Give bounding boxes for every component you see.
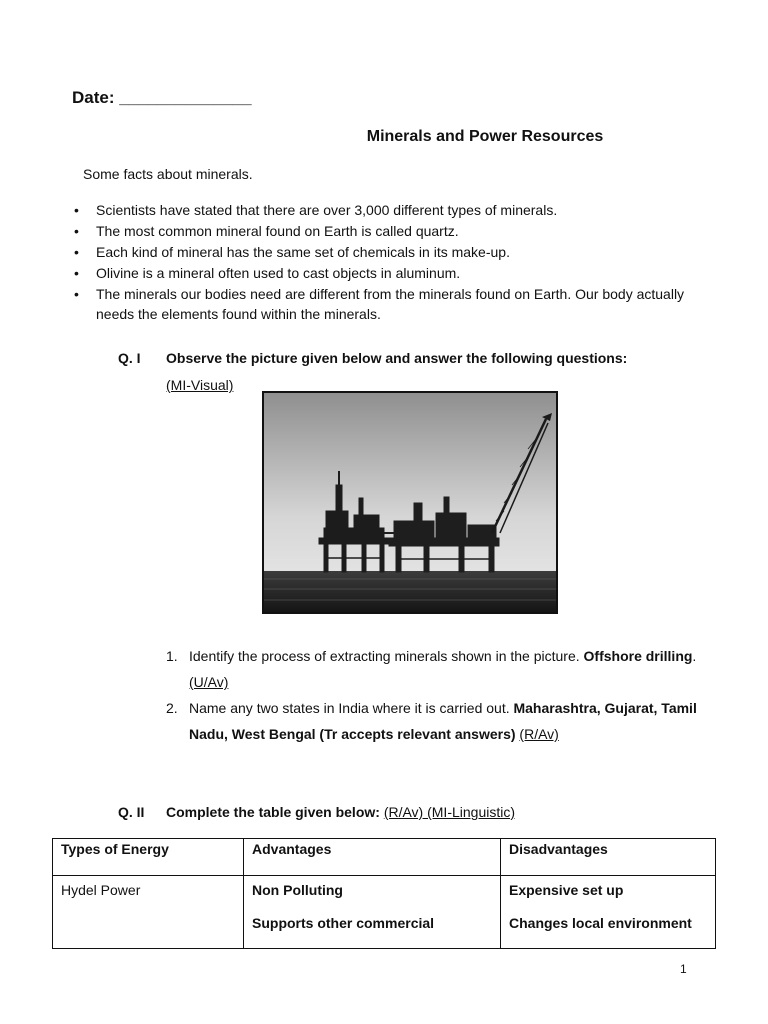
question-2-number: Q. II [118, 804, 145, 820]
answer-text: Offshore drilling [583, 648, 693, 664]
table-header-row [53, 839, 716, 876]
fact-item: • Each kind of mineral has the same set of chemicals in its make-up. [72, 242, 712, 262]
answer-tag: (R/Av) [519, 726, 559, 742]
question-2-tags: (R/Av) (MI-Linguistic) [383, 804, 516, 820]
advantage-item: Supports other commercial [252, 915, 435, 931]
page-title: Minerals and Power Resources [366, 128, 604, 145]
disadvantage-item: Expensive set up [509, 882, 624, 898]
answer-question: Identify the process of extracting minerals shown in the picture. [189, 648, 584, 664]
table-header-cell: Types of Energy [53, 839, 244, 876]
intro-text: Some facts about minerals. [83, 166, 253, 182]
table-header-cell: Advantages [244, 839, 501, 876]
fact-item: • The most common mineral found on Earth is called quartz. [72, 221, 712, 241]
table-cell-advantages [244, 876, 501, 949]
answer-after: . [692, 648, 697, 664]
answer-number: 2. [166, 700, 178, 716]
question-2-text: Complete the table given below: [166, 804, 384, 820]
fact-item: • Olivine is a mineral often used to cast objects in aluminum. [72, 263, 712, 283]
fact-item: • The minerals our bodies need are different from the minerals found on Earth. Our body actually needs the elements found within the minerals. [72, 284, 712, 324]
answer-item-1 [166, 643, 706, 695]
answer-question: Name any two states in India where it is carried out. [189, 700, 514, 716]
question-1-text: Observe the picture given below and answer the following questions: [166, 350, 628, 366]
page-number: 1 [680, 962, 687, 976]
question-1-answers [166, 643, 706, 747]
answer-text: Maharashtra, Gujarat, Tamil Nadu, West Bengal (Tr accepts relevant answers) [189, 700, 697, 742]
offshore-platform-illustration [264, 393, 556, 612]
offshore-oil-platform-photo [262, 391, 558, 614]
question-1-tag: (MI-Visual) [166, 377, 234, 393]
fact-item: • Scientists have stated that there are over 3,000 different types of minerals. [72, 200, 712, 220]
question-1-number: Q. I [118, 350, 141, 366]
question-2-text-wrap [166, 804, 515, 820]
table-cell-disadvantages [501, 876, 716, 949]
disadvantage-item: Changes local environment [509, 915, 692, 931]
advantage-item: Non Polluting [252, 882, 343, 898]
table-header-cell: Disadvantages [501, 839, 716, 876]
energy-table [52, 838, 716, 949]
answer-number: 1. [166, 648, 178, 664]
date-label: Date: ______________ [72, 88, 252, 107]
answer-item-2 [166, 695, 706, 747]
table-row [53, 876, 716, 949]
answer-tag: (U/Av) [189, 674, 229, 690]
facts-list [72, 200, 712, 325]
table-cell-type: Hydel Power [53, 876, 244, 949]
